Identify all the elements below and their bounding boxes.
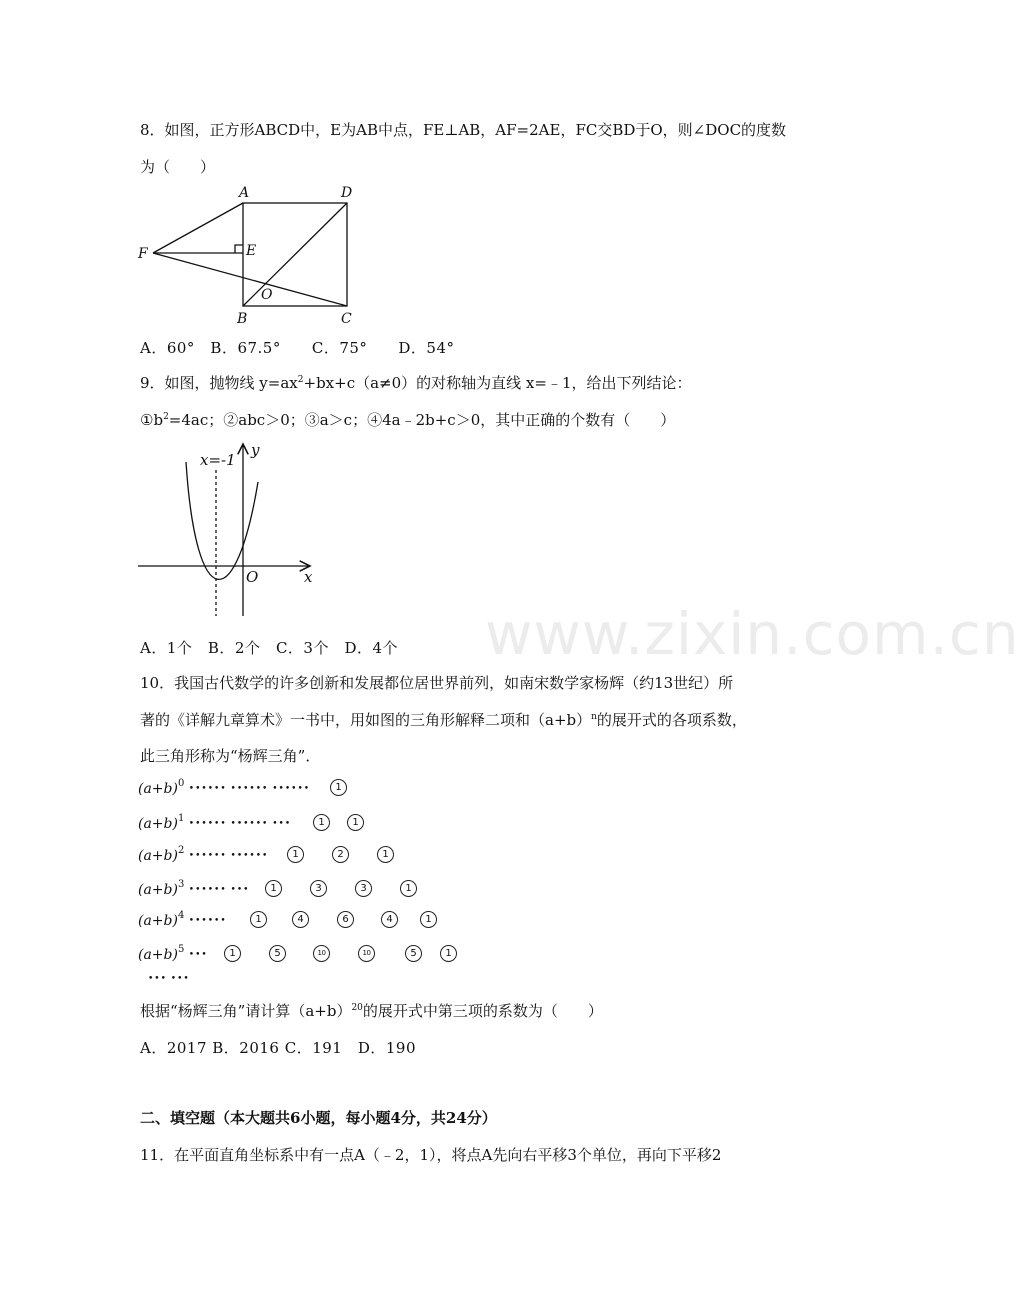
coefficient-circle: 3 bbox=[310, 880, 327, 897]
coefficient-circle: 1 bbox=[330, 779, 347, 796]
coefficient-circle: 1 bbox=[377, 846, 394, 863]
q9-label-y: y bbox=[251, 441, 260, 459]
q8-label-o: O bbox=[261, 287, 273, 303]
coefficient-circle: 5 bbox=[269, 945, 286, 962]
q9-label-x: x bbox=[304, 568, 313, 586]
section-heading: 二、填空题（本大题共6小题，每小题4分，共24分） bbox=[140, 1109, 497, 1127]
q8-label-c: C bbox=[341, 311, 352, 327]
q9-options: A．1个 B．2个 C．3个 D．4个 bbox=[140, 639, 399, 657]
q8-label-b: B bbox=[237, 311, 248, 327]
triangle-continuation-dots: ••• ••• bbox=[148, 974, 190, 984]
q8-text-line2: 为（ ） bbox=[140, 158, 216, 176]
coefficient-circle: 1 bbox=[224, 945, 241, 962]
q8-label-d: D bbox=[341, 185, 353, 201]
q11-text-line1: 11．在平面直角坐标系中有一点A（﹣2，1），将点A先向右平移3个单位，再向下平移2 bbox=[140, 1146, 722, 1164]
q8-options: A．60° B．67.5° C．75° D．54° bbox=[140, 339, 455, 357]
q9-text-line2: $①b^2=4ac$；②abc＞0；③a＞c；④4a﹣2b+c＞0，其中正确的个数有（ ） bbox=[140, 411, 676, 429]
coefficient-circle: 4 bbox=[381, 911, 398, 928]
q9-text-line1: 9．如图，抛物线 $y=ax^2+bx+c(a\ne 0)$的对称轴为直线 x=﹣1，给出下列结论： bbox=[140, 374, 692, 392]
q10-text-line2: 著的《详解九章算术》一书中，用如图的三角形解释二项和$(a+b)^n$的展开式的各项系数， bbox=[140, 711, 747, 729]
coefficient-circle: 1 bbox=[313, 814, 330, 831]
coefficient-circle: 1 bbox=[347, 814, 364, 831]
coefficient-circle: 3 bbox=[355, 880, 372, 897]
q8-label-f: F bbox=[138, 246, 148, 262]
q8-text-line1: 8．如图，正方形ABCD中，E为AB中点，FE⊥AB，AF=2AE，FC交BD于O，则∠DOC的度数 bbox=[140, 121, 787, 139]
coefficient-circle: 2 bbox=[332, 846, 349, 863]
coefficient-circle: 1 bbox=[420, 911, 437, 928]
q9-figure bbox=[136, 440, 321, 620]
coefficient-circle: 1 bbox=[250, 911, 267, 928]
coefficient-circle: 10 bbox=[313, 945, 330, 962]
q10-options: A．2017 B．2016 C．191 D．190 bbox=[140, 1039, 417, 1057]
coefficient-circle: 1 bbox=[265, 880, 282, 897]
coefficient-circle: 1 bbox=[287, 846, 304, 863]
watermark: www.zixin.com.cn bbox=[485, 600, 1020, 668]
q10-text-line3: 此三角形称为“杨辉三角”． bbox=[140, 747, 321, 765]
q9-label-o: O bbox=[246, 568, 259, 586]
coefficient-circle: 10 bbox=[358, 945, 375, 962]
q8-figure bbox=[135, 183, 365, 328]
coefficient-circle: 1 bbox=[400, 880, 417, 897]
q9-axis-of-symmetry-label: x=-1 bbox=[200, 451, 236, 469]
q10-text-line1: 10．我国古代数学的许多创新和发展都位居世界前列，如南宋数学家杨辉（约13世纪）所 bbox=[140, 674, 734, 692]
q8-label-e: E bbox=[246, 243, 257, 259]
q8-label-a: A bbox=[239, 185, 250, 201]
q10-question: 根据“杨辉三角”请计算$(a+b)^{20}$的展开式中第三项的系数为（ ） bbox=[140, 1002, 603, 1020]
coefficient-circle: 6 bbox=[337, 911, 354, 928]
coefficient-circle: 1 bbox=[440, 945, 457, 962]
coefficient-circle: 5 bbox=[405, 945, 422, 962]
coefficient-circle: 4 bbox=[292, 911, 309, 928]
